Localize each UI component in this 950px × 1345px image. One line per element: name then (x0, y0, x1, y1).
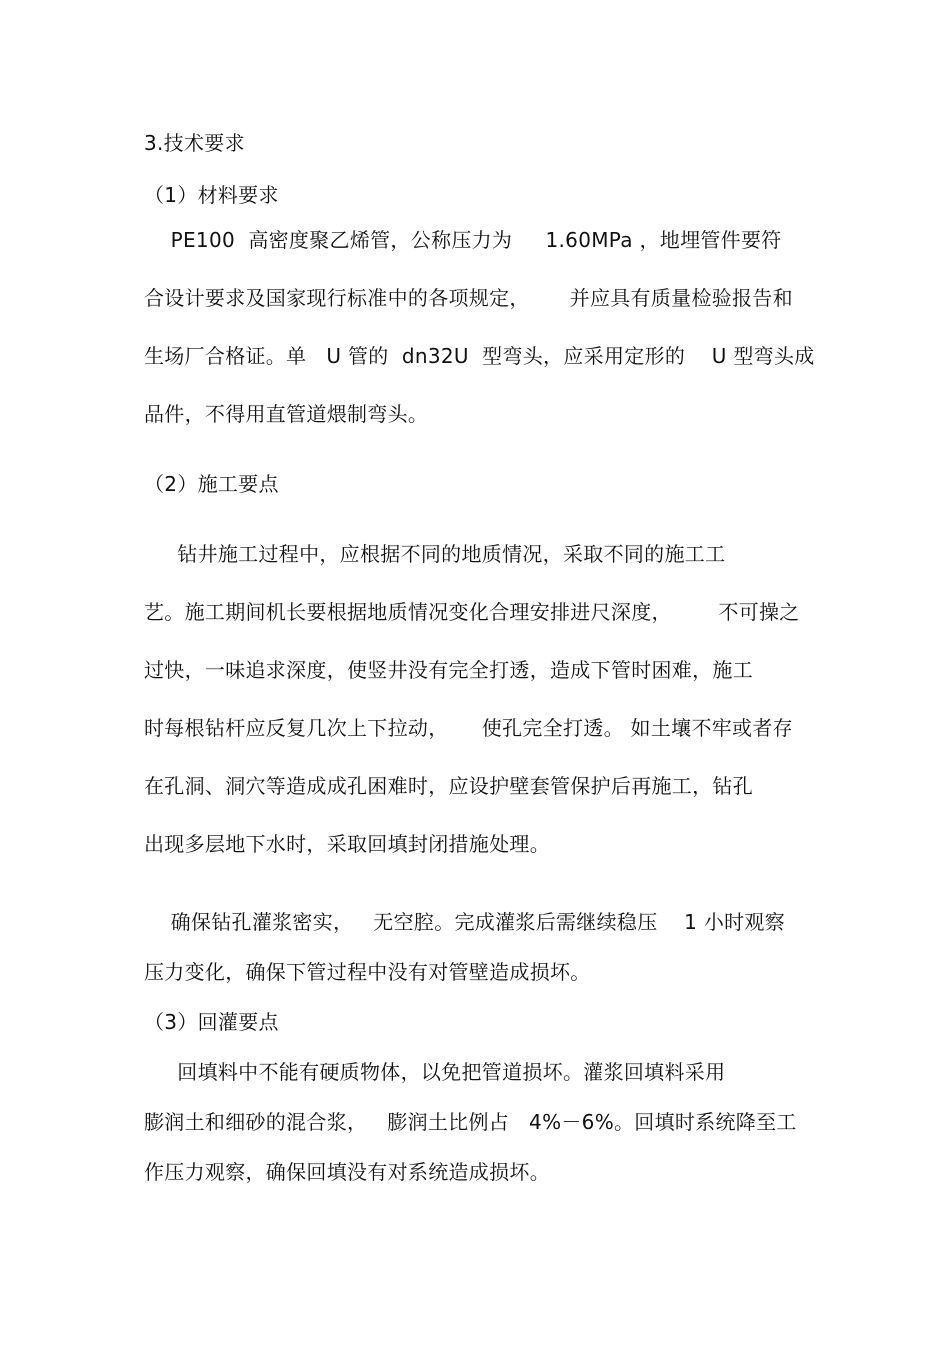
paragraph-line: PE100 高密度聚乙烯管，公称压力为 1.60MPa ，地埋管件要符 (144, 228, 782, 252)
paragraph-line: 回填料中不能有硬质物体，以免把管道损坏。灌浆回填料采用 (144, 1060, 726, 1084)
section-title: 3.技术要求 (144, 131, 245, 155)
paragraph-line: 艺。施工期间机长要根据地质情况变化合理安排进尺深度， 不可操之 (144, 600, 800, 624)
subsection-heading-construction: （2）施工要点 (144, 472, 279, 496)
paragraph-line: 生场厂合格证。单 U 管的 dn32U 型弯头，应采用定形的 U 型弯头成 (144, 344, 815, 368)
paragraph-line: 合设计要求及国家现行标准中的各项规定， 并应具有质量检验报告和 (144, 286, 793, 310)
paragraph-line: 膨润土和细砂的混合浆， 膨润土比例占 4%－6%。回填时系统降至工 (144, 1110, 797, 1134)
paragraph-line: 确保钻孔灌浆密实， 无空腔。完成灌浆后需继续稳压 1 小时观察 (144, 910, 786, 934)
subsection-heading-backfill: （3）回灌要点 (144, 1010, 279, 1034)
paragraph-line: 压力变化，确保下管过程中没有对管壁造成损坏。 (144, 960, 591, 984)
paragraph-line: 钻井施工过程中，应根据不同的地质情况，采取不同的施工工 (144, 542, 726, 566)
paragraph-line: 出现多层地下水时，采取回填封闭措施处理。 (144, 832, 550, 856)
paragraph-line: 作压力观察，确保回填没有对系统造成损坏。 (144, 1160, 550, 1184)
paragraph-line: 时每根钻杆应反复几次上下拉动， 使孔完全打透。 如土壤不牢或者存 (144, 716, 793, 740)
paragraph-line: 品件，不得用直管道煨制弯头。 (144, 402, 429, 426)
paragraph-line: 过快，一味追求深度，使竖井没有完全打透，造成下管时困难，施工 (144, 658, 753, 682)
paragraph-line: 在孔洞、洞穴等造成成孔困难时，应设护壁套管保护后再施工，钻孔 (144, 774, 753, 798)
subsection-heading-materials: （1）材料要求 (144, 183, 279, 207)
